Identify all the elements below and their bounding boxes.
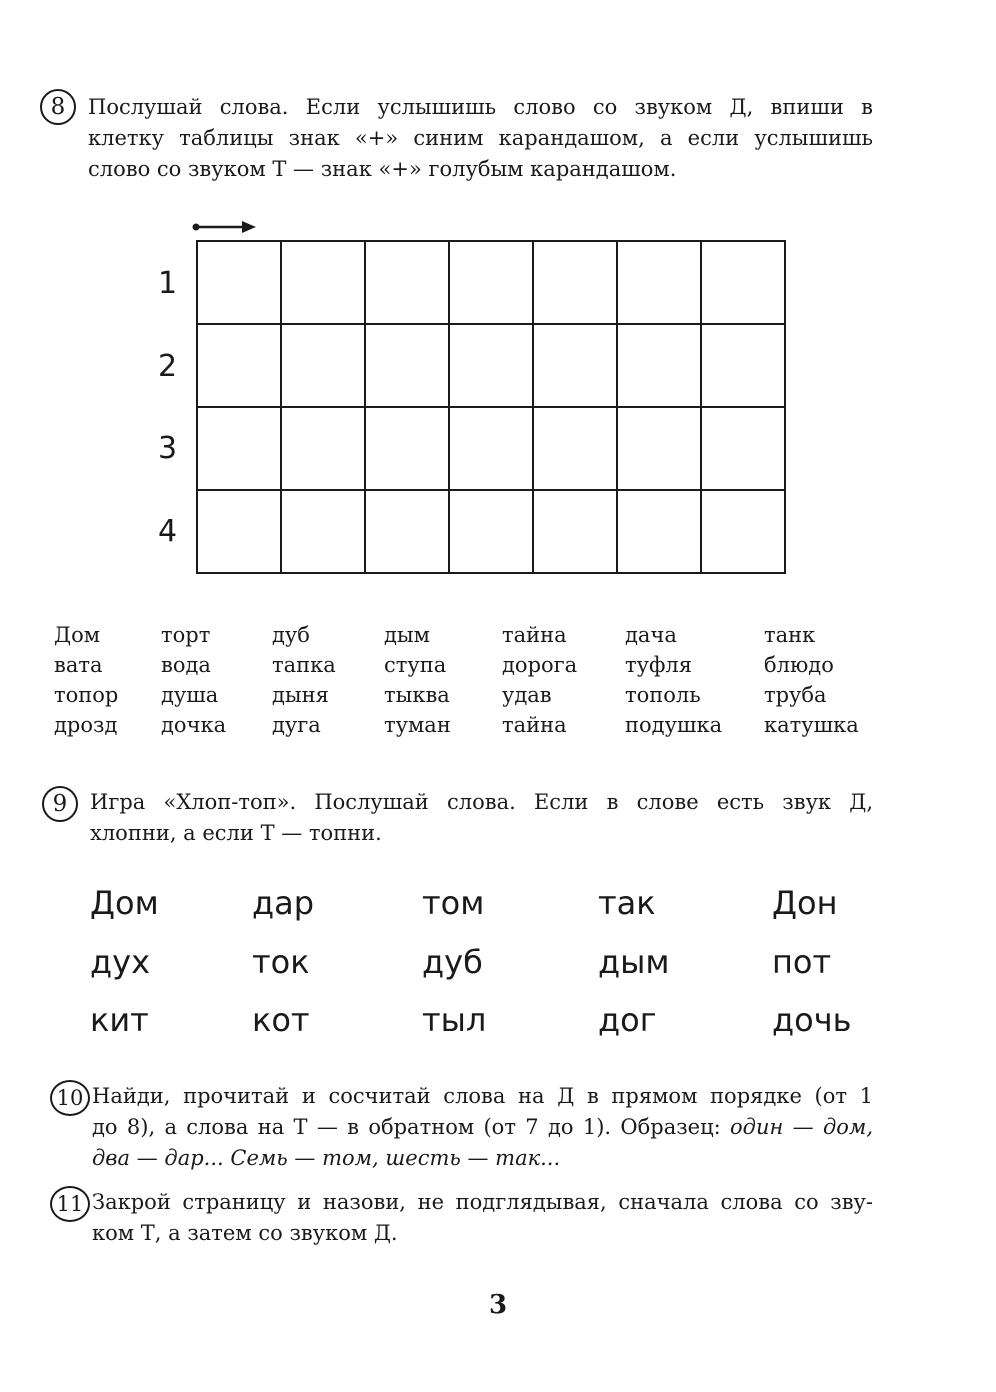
- task-11-number: 11: [50, 1186, 90, 1222]
- word-column: [502, 620, 577, 740]
- page-number: 3: [488, 1290, 508, 1320]
- grid-row: [197, 490, 785, 573]
- word: вата: [54, 653, 103, 677]
- task-11-text: [92, 1187, 873, 1249]
- word: дуб: [272, 623, 310, 647]
- grid-cell[interactable]: [197, 407, 281, 490]
- game-word: кит: [90, 1001, 149, 1039]
- word: удав: [502, 683, 552, 707]
- word: душа: [161, 683, 219, 707]
- grid-cell[interactable]: [281, 324, 365, 407]
- grid-row: [197, 407, 785, 490]
- word: дача: [625, 623, 677, 647]
- word: туфля: [625, 653, 692, 677]
- grid-cell[interactable]: [365, 407, 449, 490]
- grid-row-label: 3: [158, 431, 178, 466]
- game-word: дар: [252, 884, 315, 922]
- task-8-line: клетку таблицы знак «+» синим карандашом, а если услышишь: [88, 126, 873, 150]
- grid-cell[interactable]: [533, 490, 617, 573]
- grid-cell[interactable]: [281, 490, 365, 573]
- task-9-number: 9: [42, 786, 78, 822]
- grid-cell[interactable]: [449, 324, 533, 407]
- grid-cell[interactable]: [197, 324, 281, 407]
- task-9-line: Игра «Хлоп-топ». Послушай слова. Если в слове есть звук Д,: [90, 790, 873, 814]
- word: дуга: [272, 713, 321, 737]
- task-10-line: Найди, прочитай и сосчитай слова на Д в прямом порядке (от 1: [92, 1084, 873, 1108]
- task-9-text: [90, 787, 873, 849]
- grid-cell[interactable]: [449, 407, 533, 490]
- grid-cell[interactable]: [281, 241, 365, 324]
- grid-cell[interactable]: [617, 241, 701, 324]
- task-10-example: два — дар... Семь — том, шесть — так...: [92, 1146, 561, 1170]
- word: тайна: [502, 623, 567, 647]
- word-column: [161, 620, 226, 740]
- word: дрозд: [54, 713, 118, 737]
- word: катушка: [764, 713, 859, 737]
- word: тополь: [625, 683, 701, 707]
- word: вода: [161, 653, 211, 677]
- word-column: [54, 620, 118, 740]
- word: дыня: [272, 683, 329, 707]
- game-word: дух: [90, 943, 150, 981]
- grid-cell[interactable]: [617, 490, 701, 573]
- grid-cell[interactable]: [701, 324, 785, 407]
- task-10-line: [92, 1143, 873, 1174]
- grid-cell[interactable]: [365, 241, 449, 324]
- task-8-line: слово со звуком Т — знак «+» голубым карандашом.: [88, 157, 677, 181]
- grid-cell[interactable]: [617, 407, 701, 490]
- word-column: [272, 620, 336, 740]
- game-word: дым: [598, 943, 670, 981]
- word: подушка: [625, 713, 723, 737]
- task-10-line-text: до 8), а слова на Т — в обратном (от 7 до 1). Образец:: [92, 1115, 731, 1139]
- game-word: дочь: [772, 1001, 852, 1039]
- word: тапка: [272, 653, 336, 677]
- word: труба: [764, 683, 827, 707]
- word: танк: [764, 623, 816, 647]
- task-11-line: Закрой страницу и назови, не подглядывая, сначала слова со зву-: [92, 1190, 873, 1214]
- grid-row-label: 4: [158, 514, 178, 549]
- answer-grid: [196, 240, 786, 574]
- grid-row: [197, 324, 785, 407]
- word: Дом: [54, 623, 101, 647]
- word: торт: [161, 623, 211, 647]
- grid-cell[interactable]: [197, 241, 281, 324]
- word-column: [625, 620, 722, 740]
- grid-cell[interactable]: [365, 490, 449, 573]
- word: блюдо: [764, 653, 834, 677]
- game-word: Дом: [90, 884, 159, 922]
- task-10-example: один — дом,: [730, 1115, 874, 1139]
- task-8-line: Послушай слова. Если услышишь слово со звуком Д, впиши в: [88, 95, 873, 119]
- task-10-number: 10: [50, 1080, 90, 1116]
- word: дорога: [502, 653, 578, 677]
- game-word: так: [598, 884, 656, 922]
- game-word: том: [422, 884, 485, 922]
- direction-arrow-icon: [192, 219, 258, 235]
- task-8-number: 8: [40, 89, 76, 125]
- word: дочка: [161, 713, 227, 737]
- word: туман: [384, 713, 451, 737]
- grid-cell[interactable]: [197, 490, 281, 573]
- grid-cell[interactable]: [281, 407, 365, 490]
- grid-cell[interactable]: [533, 241, 617, 324]
- grid-row-label: 1: [158, 266, 178, 301]
- grid-cell[interactable]: [701, 490, 785, 573]
- grid-cell[interactable]: [449, 490, 533, 573]
- grid-cell[interactable]: [449, 241, 533, 324]
- task-10-text: [92, 1081, 873, 1174]
- grid-row-label: 2: [158, 349, 178, 384]
- grid-cell[interactable]: [533, 324, 617, 407]
- task-8-text: [88, 92, 873, 185]
- grid-cell[interactable]: [533, 407, 617, 490]
- task-9-line: хлопни, а если Т — топни.: [90, 821, 382, 845]
- word: топор: [54, 683, 119, 707]
- word: дым: [384, 623, 430, 647]
- task-10-line: [92, 1112, 873, 1143]
- word: тыква: [384, 683, 450, 707]
- word-column: [764, 620, 859, 740]
- task-11-line: ком Т, а затем со звуком Д.: [92, 1221, 398, 1245]
- word-column: [384, 620, 451, 740]
- game-word: дог: [598, 1001, 657, 1039]
- game-word: дуб: [422, 943, 483, 981]
- game-word: кот: [252, 1001, 310, 1039]
- grid-cell[interactable]: [701, 407, 785, 490]
- grid-cell[interactable]: [617, 324, 701, 407]
- game-word: пот: [772, 943, 832, 981]
- word: ступа: [384, 653, 447, 677]
- grid-row: [197, 241, 785, 324]
- game-word: Дон: [772, 884, 838, 922]
- game-word: ток: [252, 943, 310, 981]
- grid-cell[interactable]: [701, 241, 785, 324]
- game-word: тыл: [422, 1001, 487, 1039]
- grid-cell[interactable]: [365, 324, 449, 407]
- word: тайна: [502, 713, 567, 737]
